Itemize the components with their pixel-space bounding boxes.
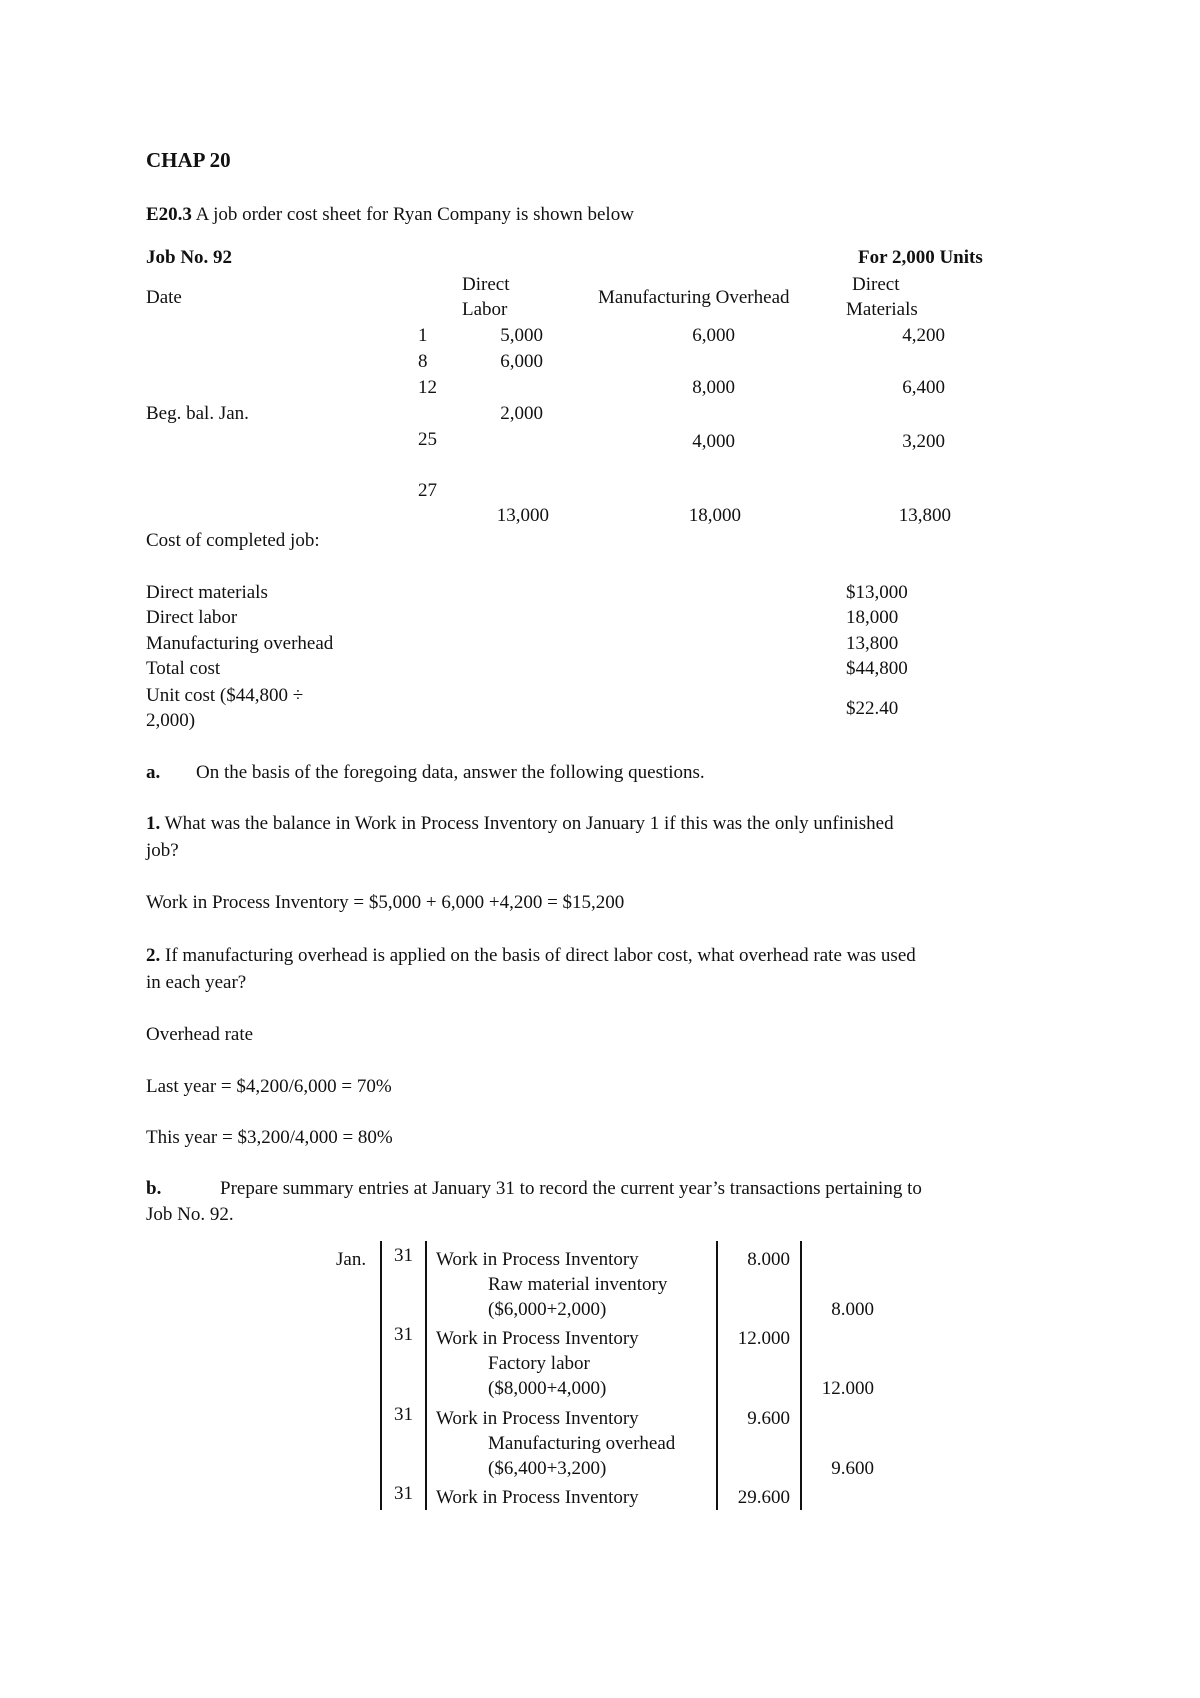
summary-label: Total cost [146,658,221,679]
unit-cost-label-cont: 2,000) [146,710,196,731]
labor-cell: 6,000 [500,351,543,372]
summary-value: 13,800 [846,633,899,654]
part-b-text: Prepare summary entries at January 31 to record the current year’s transactions pertaining to [220,1178,922,1199]
overhead-cell: 8,000 [692,377,735,398]
journal-rule [800,1241,802,1510]
overhead-rate-heading: Overhead rate [146,1024,254,1045]
debit-amount: 8.000 [747,1249,790,1270]
journal-rule [425,1241,427,1510]
header-labor-2: Labor [462,299,508,320]
summary-label: Direct labor [146,607,238,628]
debit-amount: 29.600 [737,1487,790,1508]
unit-cost-value: $22.40 [846,698,899,719]
overhead-cell: 4,000 [692,431,735,452]
header-date: Date [146,287,182,308]
overhead-total: 18,000 [688,505,741,526]
part-a-letter: a. [146,762,161,783]
credit-account: Raw material inventory [488,1274,668,1295]
summary-label: Direct materials [146,582,268,603]
exercise-intro [146,205,634,224]
day-cell: 27 [418,480,437,501]
day-cell: 1 [418,325,428,346]
summary-label: Manufacturing overhead [146,633,334,654]
credit-amount: 9.600 [831,1458,874,1479]
question-1-number: 1. [146,813,161,834]
header-overhead: Manufacturing Overhead [598,287,790,308]
overhead-rate-this-year: This year = $3,200/4,000 = 80% [146,1127,393,1148]
journal-rule [380,1241,382,1510]
debit-account: Work in Process Inventory [436,1487,639,1508]
question-1-answer: Work in Process Inventory = $5,000 + 6,000 +4,200 = $15,200 [146,892,625,913]
journal-day: 31 [394,1245,413,1266]
credit-account: Factory labor [488,1353,590,1374]
unit-cost-label: Unit cost ($44,800 ÷ [146,685,304,706]
units-label: For 2,000 Units [858,247,983,268]
credit-note: ($8,000+4,000) [488,1378,607,1399]
credit-account: Manufacturing overhead [488,1433,676,1454]
labor-cell: 5,000 [500,325,543,346]
journal-day: 31 [394,1324,413,1345]
credit-amount: 8.000 [831,1299,874,1320]
credit-note: ($6,400+3,200) [488,1458,607,1479]
journal-rule [716,1241,718,1510]
credit-note: ($6,000+2,000) [488,1299,607,1320]
materials-cell: 4,200 [902,325,945,346]
debit-account: Work in Process Inventory [436,1328,639,1349]
journal-day: 31 [394,1404,413,1425]
question-2-text-cont: in each year? [146,972,247,993]
day-cell: 8 [418,351,428,372]
debit-account: Work in Process Inventory [436,1249,639,1270]
debit-account: Work in Process Inventory [436,1408,639,1429]
summary-value: $44,800 [846,658,908,679]
debit-amount: 12.000 [737,1328,790,1349]
exercise-text: A job order cost sheet for Ryan Company is shown below [195,204,634,225]
materials-cell: 3,200 [902,431,945,452]
job-number: Job No. 92 [146,247,233,268]
question-2-number: 2. [146,945,161,966]
labor-total: 13,000 [496,505,549,526]
question-1 [146,814,894,833]
credit-amount: 12.000 [821,1378,874,1399]
part-b-text-cont: Job No. 92. [146,1204,234,1225]
chapter-title: CHAP 20 [146,148,231,172]
day-cell: 25 [418,429,437,450]
overhead-rate-last-year: Last year = $4,200/6,000 = 70% [146,1076,392,1097]
question-1-text: What was the balance in Work in Process Inventory on January 1 if this was the only unfinished [164,813,894,834]
journal-day: 31 [394,1483,413,1504]
materials-total: 13,800 [898,505,951,526]
labor-cell: 2,000 [500,403,543,424]
part-b-letter: b. [146,1178,162,1199]
materials-cell: 6,400 [902,377,945,398]
header-materials-2: Materials [846,299,918,320]
day-cell: 12 [418,377,437,398]
header-materials-1: Direct [852,274,900,295]
question-1-text-cont: job? [146,840,179,861]
beginning-balance-label: Beg. bal. Jan. [146,403,249,424]
summary-value: 18,000 [846,607,899,628]
question-2 [146,946,916,965]
journal-month: Jan. [336,1249,367,1270]
exercise-id: E20.3 [146,204,192,225]
header-labor-1: Direct [462,274,510,295]
debit-amount: 9.600 [747,1408,790,1429]
question-2-text: If manufacturing overhead is applied on the basis of direct labor cost, what overhead rate was used [165,945,916,966]
overhead-cell: 6,000 [692,325,735,346]
completed-heading: Cost of completed job: [146,530,320,551]
part-a-text: On the basis of the foregoing data, answer the following questions. [196,762,705,783]
summary-value: $13,000 [846,582,908,603]
